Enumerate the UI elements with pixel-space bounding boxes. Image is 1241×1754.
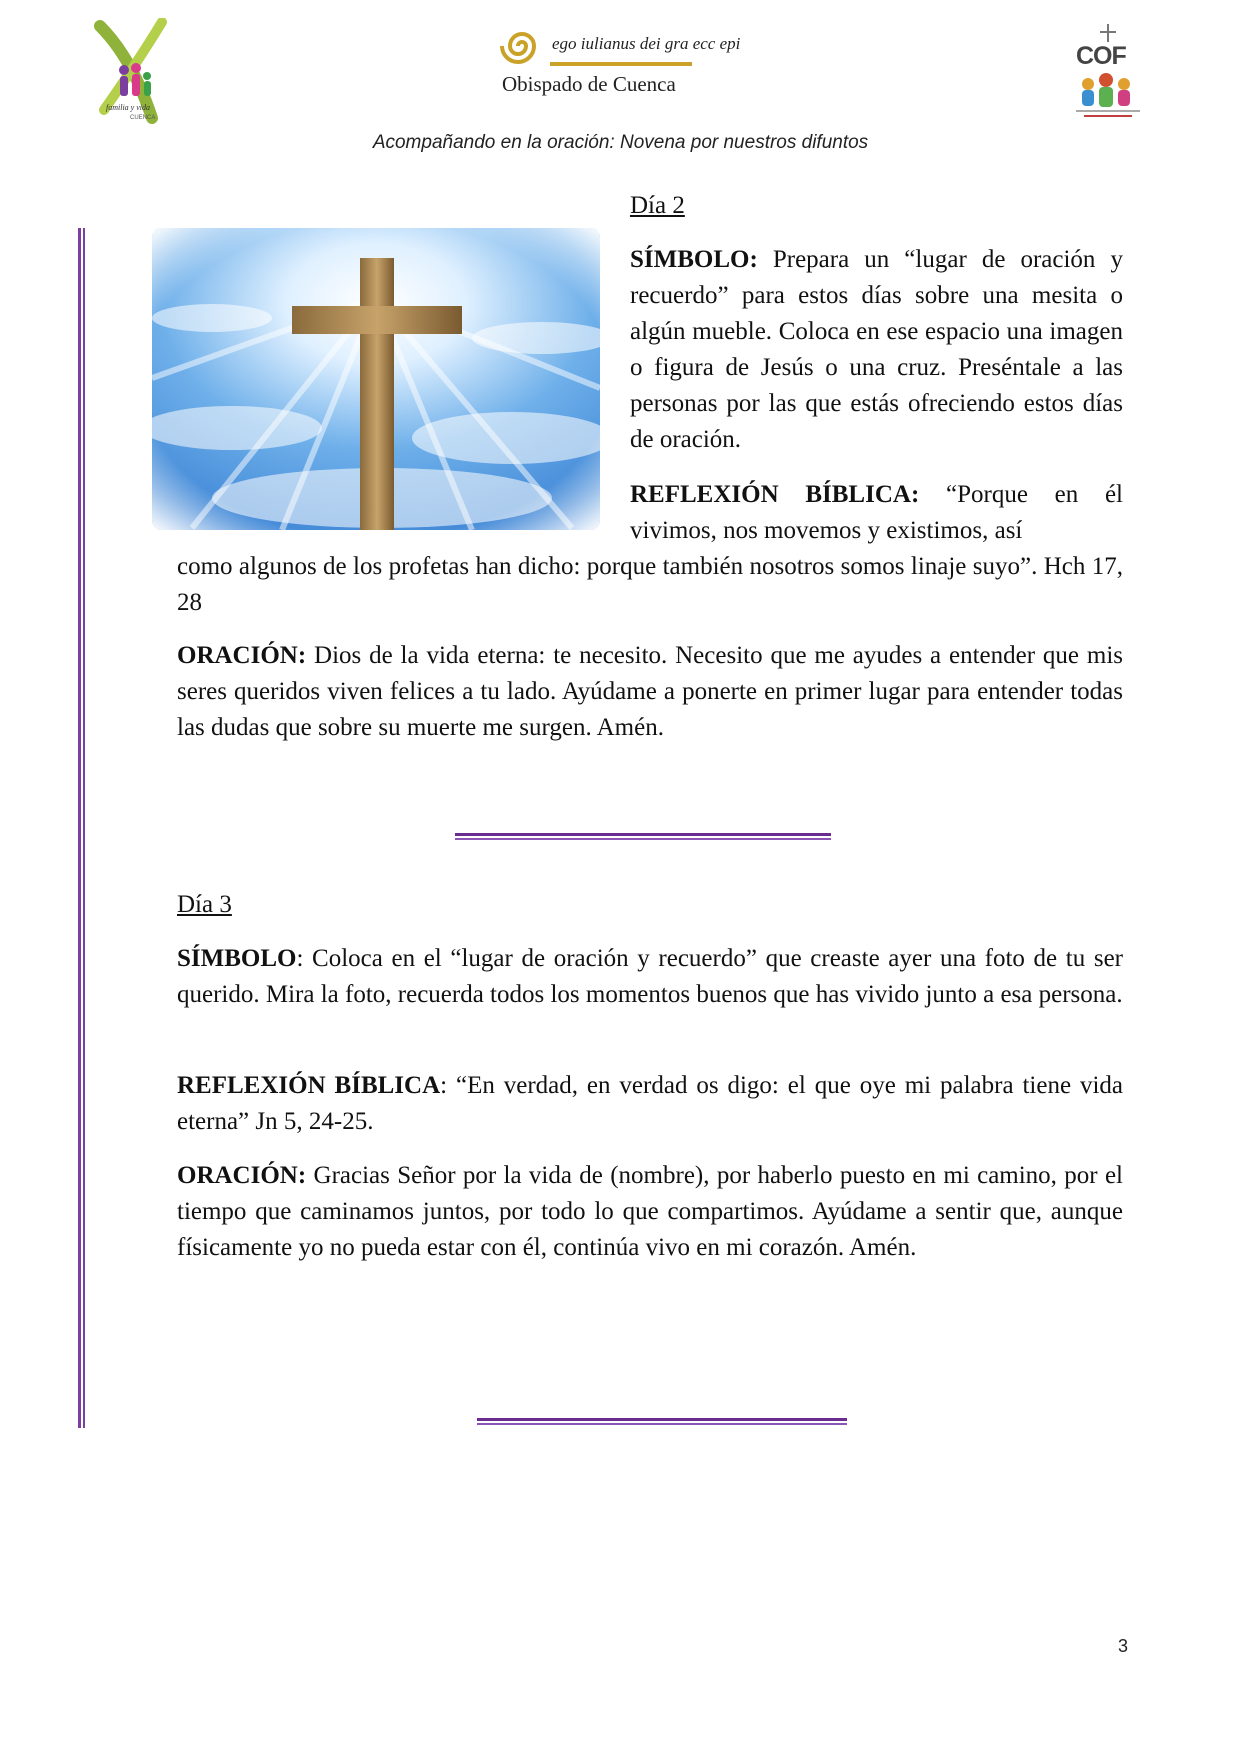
day-3-simbolo xyxy=(177,941,1123,1013)
obispado-name: Obispado de Cuenca xyxy=(502,72,676,96)
day-2-oracion-label: ORACIÓN: xyxy=(177,642,307,669)
day-3-oracion xyxy=(177,1158,1123,1266)
logo-left-line-1: familia y vida xyxy=(106,103,150,112)
day-2-reflexion-label: REFLEXIÓN BÍBLICA: xyxy=(630,481,920,508)
day-3-reflexion xyxy=(177,1068,1123,1140)
day-3-oracion-label: ORACIÓN: xyxy=(177,1162,307,1189)
day-3-simbolo-label: SÍMBOLO xyxy=(177,945,297,972)
day-2-title: Día 2 xyxy=(630,192,685,219)
cof-logo xyxy=(1066,22,1150,122)
page-number: 3 xyxy=(1118,1636,1129,1656)
obispado-cuenca-logo xyxy=(500,24,741,106)
day-2-simbolo xyxy=(630,242,1123,458)
logo-bar xyxy=(550,62,692,66)
cof-text: COF xyxy=(1076,42,1126,70)
day-2-reflexion-text-top: “Porque en él vivimos, nos movemos y existimos, así xyxy=(630,481,1123,544)
day-2-oracion-text: Dios de la vida eterna: te necesito. Necesito que me ayudes a entender que mis seres queridos viven felices a tu lado. Ayúdame a ponerte en primer lugar para entender todas las dudas que sobre su muerte me surgen. Amén. xyxy=(177,642,1123,741)
cross-sky-image xyxy=(152,228,600,530)
section-divider-2 xyxy=(477,1418,847,1425)
logo-motto: ego iulianus dei gra ecc epi xyxy=(552,34,741,53)
section-divider-1 xyxy=(455,833,831,840)
day-2-reflexion-bottom: como algunos de los profetas han dicho: porque también nosotros somos linaje suyo”. Hch 17, 28 xyxy=(177,553,1123,616)
day-2-simbolo-text: Prepara un “lugar de oración y recuerdo” para estos días sobre una mesita o algún mueble. Coloca en ese espacio una imagen o figura de Jesús o una cruz. Preséntale a las personas por las que estás ofreciendo estos días de oración. xyxy=(630,246,1123,453)
running-title: Acompañando en la oración: Novena por nuestros difuntos xyxy=(372,132,869,153)
day-3-reflexion-label: REFLEXIÓN BÍBLICA xyxy=(177,1072,441,1099)
logo-left-line-2: CUENCA xyxy=(130,115,156,121)
day-3-reflexion-text: : “En verdad, en verdad os digo: el que oye mi palabra tiene vida eterna” Jn 5, 24-25. xyxy=(177,1072,1123,1135)
day-2-oracion xyxy=(177,638,1123,746)
day-2-simbolo-label: SÍMBOLO: xyxy=(630,246,758,273)
familia-vida-logo xyxy=(92,18,182,128)
day-3-title: Día 3 xyxy=(177,891,232,918)
day-2-reflexion-top xyxy=(630,477,1123,549)
day-3-simbolo-text: : Coloca en el “lugar de oración y recuerdo” que creaste ayer una foto de tu ser querido. Mira la foto, recuerda todos los momentos buenos que has vivido junto a esa persona. xyxy=(177,945,1123,1008)
day-3-oracion-text: Gracias Señor por la vida de (nombre), por haberlo puesto en mi camino, por el tiempo que caminamos juntos, por todo lo que compartimos. Ayúdame a sentir que, aunque físicamente yo no pueda estar con él, continúa vivo en mi corazón. Amén. xyxy=(177,1162,1123,1261)
crozier-spiral-icon xyxy=(500,24,548,68)
left-border-rule xyxy=(78,228,85,1428)
